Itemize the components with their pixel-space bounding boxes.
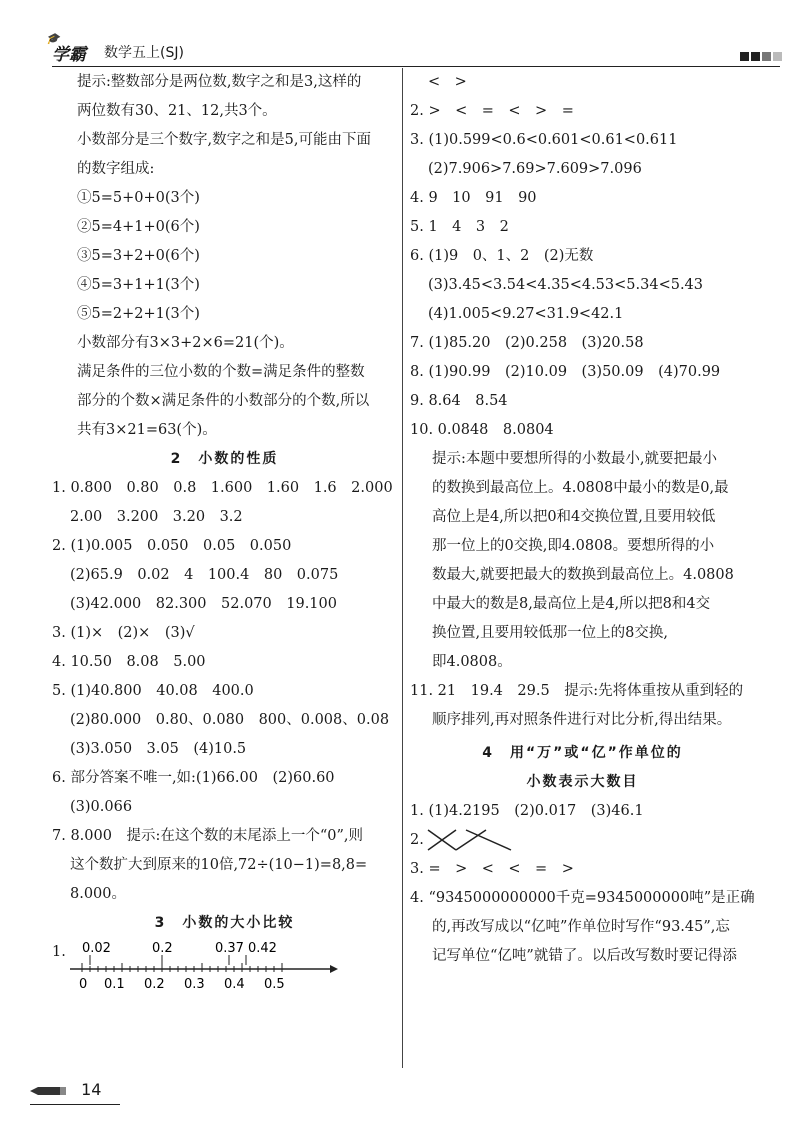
answer-line: 3. = > < < = > bbox=[410, 861, 574, 877]
answer-line: 的,再改写成以“亿吨”作单位时写作“93.45”,忘 bbox=[432, 919, 730, 935]
answer-line: 4. 9 10 91 90 bbox=[410, 190, 537, 206]
section-title: 3 小数的大小比较 bbox=[154, 915, 295, 931]
page-header bbox=[46, 32, 752, 66]
pencil-icon bbox=[30, 1086, 68, 1096]
graduation-cap-icon: 🎓 bbox=[46, 32, 60, 45]
matching-lines-icon bbox=[426, 826, 516, 854]
hint-line: 那一位上的0交换,即4.0808。要想所得的小 bbox=[432, 538, 715, 554]
hint-line: 高位上是4,所以把0和4交换位置,且要用较低 bbox=[432, 509, 716, 525]
text-line: ②5=4+1+0(6个) bbox=[77, 219, 200, 235]
answer-line: 2. > < = < > = bbox=[410, 103, 574, 119]
section-title: 4 用“万”或“亿”作单位的 bbox=[482, 745, 683, 761]
right-column bbox=[410, 68, 755, 971]
text-line: 两位数有30、21、12,共3个。 bbox=[77, 103, 277, 119]
text-line: ④5=3+1+1(3个) bbox=[77, 277, 200, 293]
column-divider bbox=[402, 68, 403, 1068]
answer-line: 记写单位“亿吨”就错了。以后改写数时要记得添 bbox=[432, 948, 737, 964]
answer-line: 7. (1)85.20 (2)0.258 (3)20.58 bbox=[410, 335, 644, 351]
nl-label: 0.37 bbox=[215, 941, 244, 956]
text-line: 提示:整数部分是两位数,数字之和是3,这样的 bbox=[77, 74, 362, 90]
nl-tick: 0 bbox=[79, 977, 88, 992]
hint-line: 数最大,就要把最大的数换到最高位上。4.0808 bbox=[432, 567, 734, 583]
nl-tick: 0.4 bbox=[224, 977, 245, 992]
nl-label: 0.42 bbox=[248, 941, 277, 956]
text-line: 小数部分有3×3+2×6=21(个)。 bbox=[77, 335, 294, 351]
section-title: 2 小数的性质 bbox=[170, 451, 279, 467]
hint-line: 的数换到最高位上。4.0808中最小的数是0,最 bbox=[432, 480, 729, 496]
answer-line: (3)0.066 bbox=[70, 799, 133, 815]
number-line-prefix: 1. bbox=[52, 944, 66, 960]
page-footer bbox=[30, 1080, 101, 1099]
left-column bbox=[52, 68, 397, 998]
header-rule bbox=[52, 66, 780, 67]
answer-label: 2. bbox=[410, 832, 424, 848]
answer-line: 9. 8.64 8.54 bbox=[410, 393, 508, 409]
answer-line: 4. “9345000000000千克=9345000000吨”是正确 bbox=[410, 890, 755, 906]
answer-line: (4)1.005<9.27<31.9<42.1 bbox=[428, 306, 624, 322]
number-line-svg bbox=[70, 938, 340, 996]
answer-line: 这个数扩大到原来的10倍,72÷(10−1)=8,8= bbox=[70, 857, 368, 873]
nl-tick: 0.3 bbox=[184, 977, 205, 992]
answer-line: (2)65.9 0.02 4 100.4 80 0.075 bbox=[70, 567, 339, 583]
answer-line: 5. 1 4 3 2 bbox=[410, 219, 509, 235]
text-line: 共有3×21=63(个)。 bbox=[77, 422, 217, 438]
answer-line: 7. 8.000 提示:在这个数的末尾添上一个“0”,则 bbox=[52, 828, 363, 844]
text-line: 小数部分是三个数字,数字之和是5,可能由下面 bbox=[77, 132, 371, 148]
answer-line: 10. 0.0848 8.0804 bbox=[410, 422, 554, 438]
answer-line: 11. 21 19.4 29.5 提示:先将体重按从重到轻的 bbox=[410, 683, 744, 699]
matching-line bbox=[410, 826, 755, 855]
answer-line: 4. 10.50 8.08 5.00 bbox=[52, 654, 206, 670]
book-title: 数学五上(SJ) bbox=[104, 45, 184, 61]
arrow-icon bbox=[330, 965, 338, 973]
number-line-figure bbox=[52, 938, 397, 998]
text-line: ①5=5+0+0(3个) bbox=[77, 190, 200, 206]
answer-line: 8.000。 bbox=[70, 886, 127, 902]
text-line: 的数字组成: bbox=[77, 161, 155, 177]
nl-tick: 0.5 bbox=[264, 977, 285, 992]
answer-line: 8. (1)90.99 (2)10.09 (3)50.09 (4)70.99 bbox=[410, 364, 721, 380]
page-number: 14 bbox=[81, 1080, 102, 1099]
answer-line: (2)7.906>7.69>7.609>7.096 bbox=[428, 161, 642, 177]
answer-line: (2)80.000 0.80、0.080 800、0.008、0.08 bbox=[70, 712, 390, 728]
answer-line: 6. 部分答案不唯一,如:(1)66.00 (2)60.60 bbox=[52, 770, 335, 786]
answer-line: 2.00 3.200 3.20 3.2 bbox=[70, 509, 243, 525]
nl-label: 0.2 bbox=[152, 941, 173, 956]
header-squares-icon bbox=[738, 46, 782, 65]
answer-line: 1. (1)4.2195 (2)0.017 (3)46.1 bbox=[410, 803, 644, 819]
text-line: ③5=3+2+0(6个) bbox=[77, 248, 200, 264]
hint-line: 中最大的数是8,最高位上是4,所以把8和4交 bbox=[432, 596, 711, 612]
answer-line: < > bbox=[428, 74, 467, 90]
answer-line: (3)42.000 82.300 52.070 19.100 bbox=[70, 596, 337, 612]
answer-line: (3)3.050 3.05 (4)10.5 bbox=[70, 741, 247, 757]
hint-line: 即4.0808。 bbox=[432, 654, 512, 670]
brand-logo bbox=[46, 32, 86, 65]
answer-line: 6. (1)9 0、1、2 (2)无数 bbox=[410, 248, 594, 264]
footer-rule bbox=[30, 1104, 120, 1105]
logo-text: 学霸 bbox=[52, 45, 86, 65]
hint-line: 换位置,且要用较低那一位上的8交换, bbox=[432, 625, 668, 641]
answer-line: 3. (1)0.599<0.6<0.601<0.61<0.611 bbox=[410, 132, 678, 148]
answer-line: 3. (1)× (2)× (3)√ bbox=[52, 625, 195, 641]
nl-tick: 0.2 bbox=[144, 977, 165, 992]
hint-line: 提示:本题中要想所得的小数最小,就要把最小 bbox=[432, 451, 717, 467]
answer-line: (3)3.45<3.54<4.35<4.53<5.34<5.43 bbox=[428, 277, 703, 293]
answer-line: 2. (1)0.005 0.050 0.05 0.050 bbox=[52, 538, 292, 554]
text-line: ⑤5=2+2+1(3个) bbox=[77, 306, 200, 322]
answer-line: 顺序排列,再对照条件进行对比分析,得出结果。 bbox=[432, 712, 732, 728]
section-title: 小数表示大数目 bbox=[526, 774, 639, 790]
answer-line: 1. 0.800 0.80 0.8 1.600 1.60 1.6 2.000 bbox=[52, 480, 393, 496]
answer-line: 5. (1)40.800 40.08 400.0 bbox=[52, 683, 254, 699]
text-line: 满足条件的三位小数的个数=满足条件的整数 bbox=[77, 364, 365, 380]
text-line: 部分的个数×满足条件的小数部分的个数,所以 bbox=[77, 393, 370, 409]
nl-tick: 0.1 bbox=[104, 977, 125, 992]
nl-label: 0.02 bbox=[82, 941, 111, 956]
